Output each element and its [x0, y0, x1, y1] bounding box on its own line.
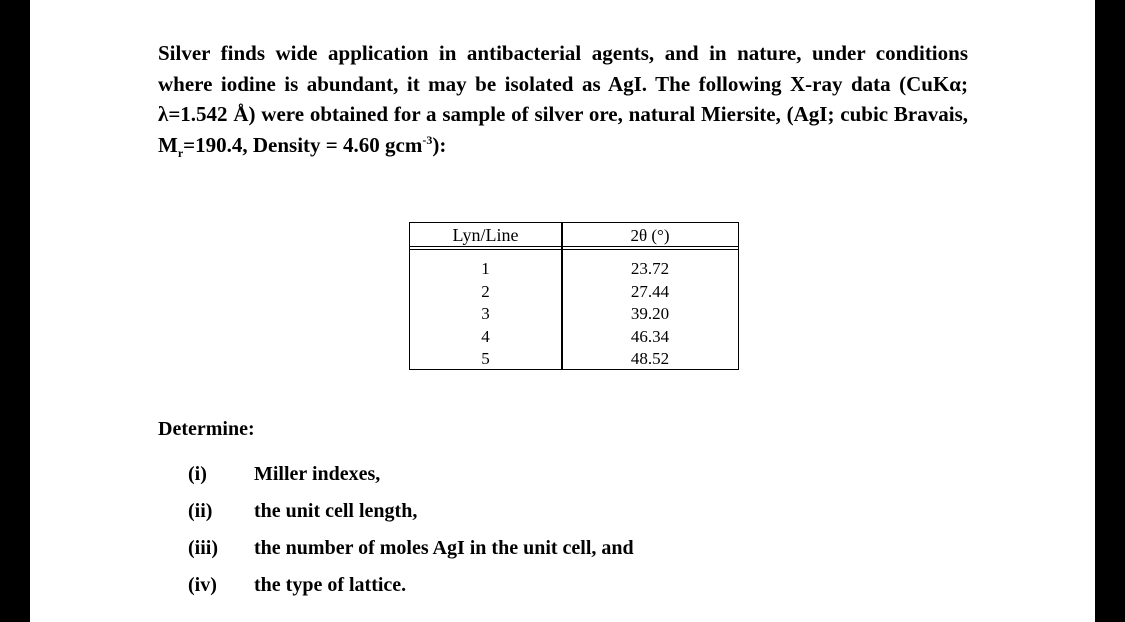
task-text: Miller indexes, [254, 463, 381, 485]
task-number: (iii) [188, 537, 218, 559]
task-text: the unit cell length, [254, 500, 418, 522]
table-cell-line: 2 [481, 281, 490, 301]
header-line: Lyn/Line [452, 225, 519, 245]
table-cell-line: 4 [481, 326, 490, 346]
question-line-3: λ=1.542 Å) were obtained for a sample of silver ore, natural Miersite, (AgI; cubic Bravais, [158, 102, 968, 126]
xray-data-table [409, 222, 739, 370]
task-number: (ii) [188, 500, 213, 522]
question-line-2: where iodine is abundant, it may be isolated as AgI. The following X-ray data (CuKα; [158, 71, 968, 96]
header-rule [410, 246, 738, 247]
question-line-1: Silver finds wide application in antibacterial agents, and in nature, under conditions [158, 41, 968, 65]
two-theta-column [562, 258, 738, 371]
determine-heading: Determine: [158, 418, 255, 440]
header-rule [410, 249, 738, 250]
table-cell-two-theta: 23.72 [630, 259, 670, 278]
task-number: (iv) [188, 574, 217, 596]
table-cell-line: 3 [481, 304, 490, 323]
table-cell-two-theta: 27.44 [630, 281, 670, 301]
question-line-4: $M_r=190.4$, Density = 4.60 gcm$^{-3}$): [158, 132, 447, 160]
table-cell-line: 1 [481, 259, 490, 278]
line-column [410, 258, 561, 371]
question-paragraph [158, 38, 968, 160]
task-number: (i) [188, 463, 207, 485]
table-cell-two-theta: 39.20 [630, 304, 670, 323]
table-cell-two-theta: 46.34 [630, 326, 670, 346]
task-text: the type of lattice. [254, 574, 407, 596]
table-cell-two-theta: 48.52 [630, 349, 670, 368]
document-page [30, 0, 1095, 622]
table-cell-line: 5 [481, 349, 490, 368]
header-two-theta: 2θ (°) [630, 226, 670, 245]
task-text: the number of moles AgI in the unit cell, and [254, 537, 634, 559]
